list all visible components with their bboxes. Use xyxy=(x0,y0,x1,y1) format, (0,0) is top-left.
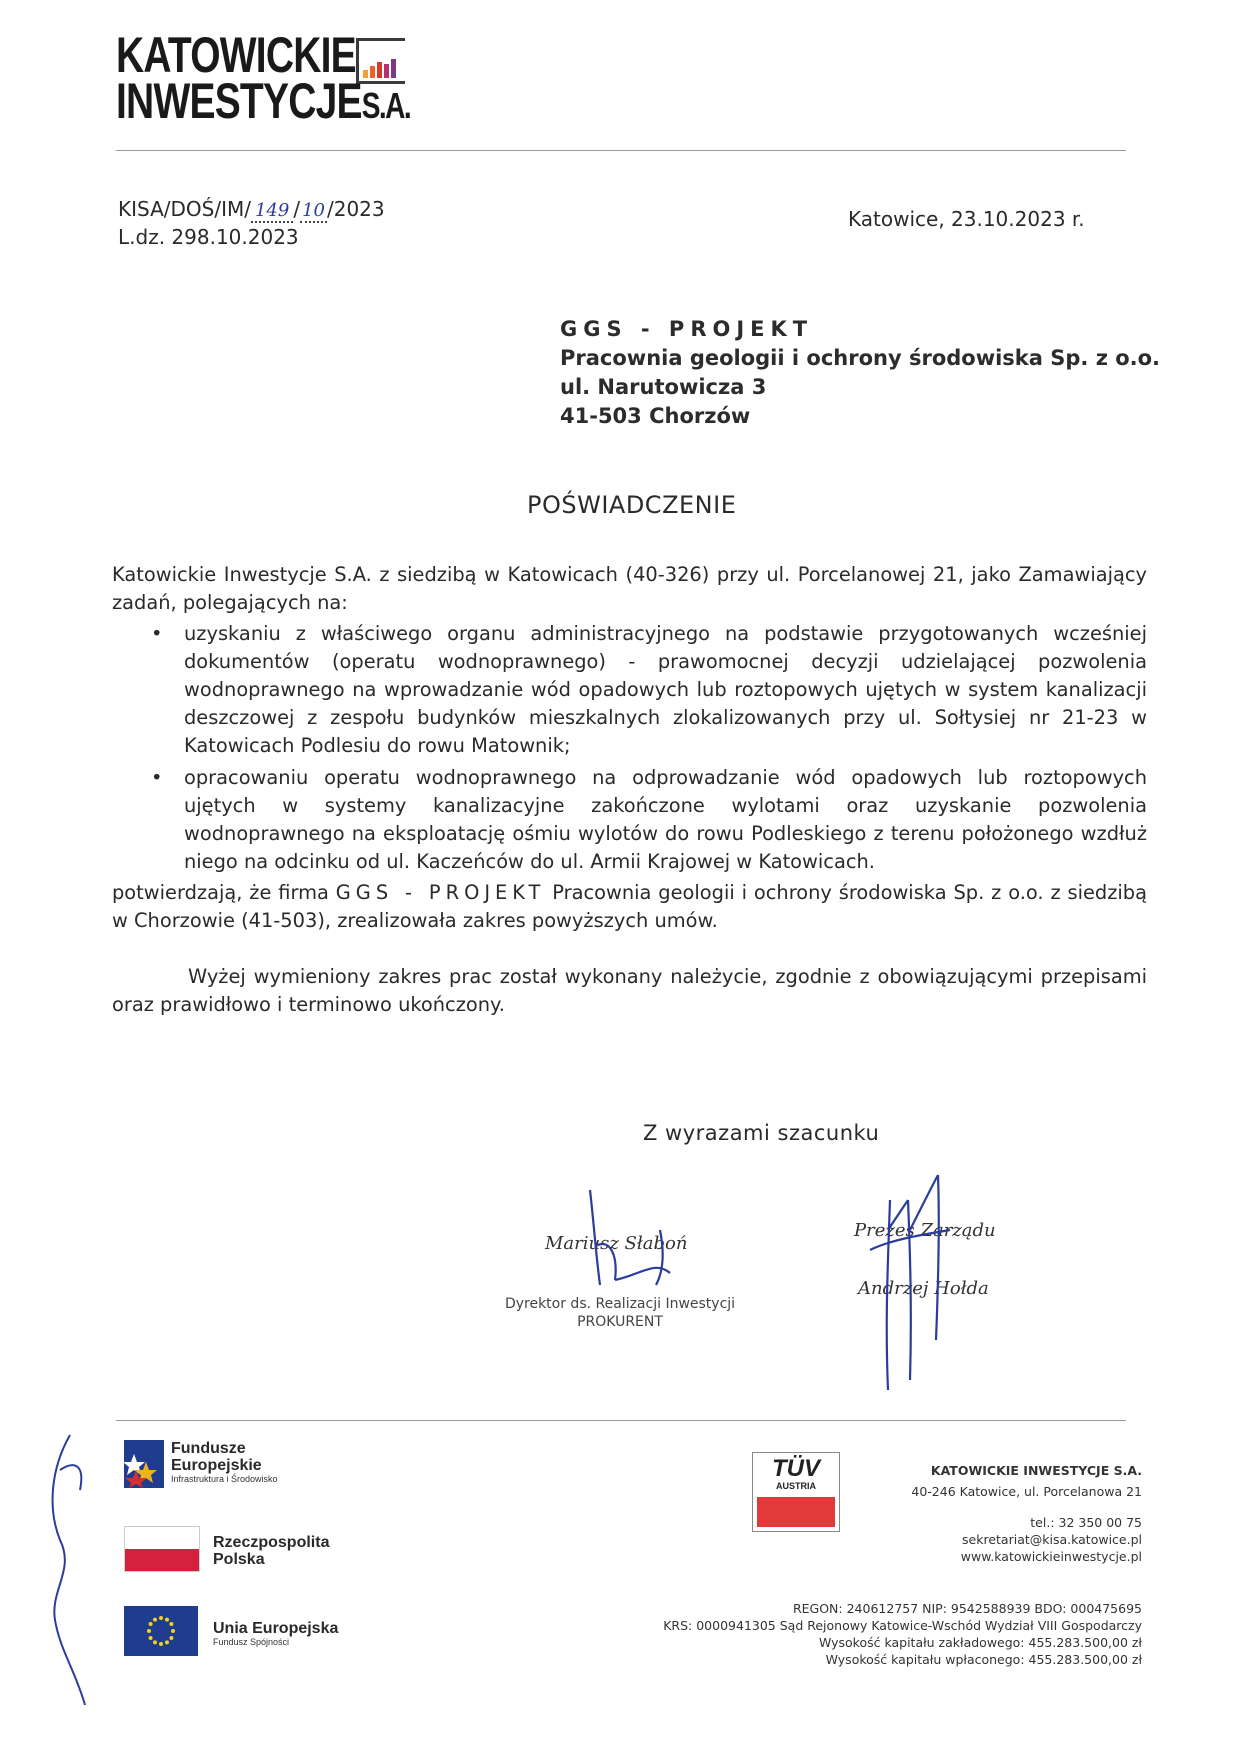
fe-logo xyxy=(124,1440,164,1488)
tuv-red-band xyxy=(757,1497,835,1527)
tuv-certificate-logo xyxy=(752,1452,840,1532)
intro-paragraph: Katowickie Inwestycje S.A. z siedzibą w Katowicach (40-326) przy ul. Porcelanowej 21, jako Zamawiający zadań, polegających na: xyxy=(112,563,1147,614)
left-signatory-name: Mariusz Słaboń xyxy=(545,1233,688,1254)
footer-krs: KRS: 0000941305 Sąd Rejonowy Katowice-Wschód Wydział VIII Gospodarczy xyxy=(663,1618,1142,1633)
left-signatory-role: Dyrektor ds. Realizacji Inwestycji PROKURENT xyxy=(504,1296,736,1330)
right-signatory-name: Andrzej Hołda xyxy=(858,1278,989,1299)
footer-website: www.katowickieinwestycje.pl xyxy=(960,1549,1142,1564)
tuv-logo-text: TÜV xyxy=(772,1455,820,1482)
handwritten-number: 149 xyxy=(254,200,290,221)
salutation: Z wyrazami szacunku xyxy=(643,1121,880,1145)
bullet-item: • uzyskaniu z właściwego organu administracyjnego na podstawie przygotowanych wcześniej dokumentów (operatu wodnoprawnego) - prawomocnej decyzji udzielającej pozwolenia wodnoprawnego na wprowadzanie wód opadowych lub roztopowych ujętych w system kanalizacji deszczowej z zespołu budynków mieszkalnych zlokalizowanych przy ul. Sołtysiej nr 21-23 w Katowicach Podlesiu do rowu Matownik; xyxy=(151,622,1147,757)
recipient-address xyxy=(560,315,1160,431)
recipient-street: ul. Narutowicza 3 xyxy=(560,375,767,399)
footer-phone: tel.: 32 350 00 75 xyxy=(1030,1515,1142,1530)
margin-paraph xyxy=(30,1430,100,1710)
journal-number: L.dz. 298.10.2023 xyxy=(118,225,299,249)
footer-divider xyxy=(116,1420,1126,1421)
footer-company: KATOWICKIE INWESTYCJE S.A. xyxy=(930,1463,1142,1478)
left-signature xyxy=(560,1185,700,1295)
logo-text-line1: KATOWICKIE xyxy=(116,27,356,83)
place-and-date: Katowice, 23.10.2023 r. xyxy=(848,207,1085,231)
right-signatory-role: Prezes Zarządu xyxy=(854,1220,996,1241)
handwritten-month: 10 xyxy=(302,200,325,221)
footer-capital-registered: Wysokość kapitału zakładowego: 455.283.500,00 zł xyxy=(818,1635,1142,1650)
footer-ids: REGON: 240612757 NIP: 9542588939 BDO: 000475695 xyxy=(792,1601,1142,1616)
document-body xyxy=(112,561,1147,1019)
closing-paragraph: Wyżej wymieniony zakres prac został wykonany należycie, zgodnie z obowiązującymi przepisami oraz prawidłowo i terminowo ukończony. xyxy=(112,965,1147,1016)
tuv-sub-text: AUSTRIA xyxy=(776,1481,816,1491)
eu-stars-icon xyxy=(124,1606,198,1656)
recipient-city: 41-503 Chorzów xyxy=(560,404,751,428)
rp-text: Rzeczpospolita Polska xyxy=(213,1534,330,1568)
company-contact xyxy=(911,1462,1142,1565)
ue-text: Unia Europejska Fundusz Spójności xyxy=(213,1620,339,1647)
company-registration xyxy=(663,1600,1142,1668)
confirmation-paragraph: potwierdzają, że firma GGS - PROJEKT Pracownia geologii i ochrony środowiska Sp. z o.o. z siedzibą w Chorzowie (41-503), zrealizowała zakres powyższych umów. xyxy=(112,881,1147,932)
header-divider xyxy=(116,150,1126,151)
reference-number: KISA/DOŚ/IM/ 149 / 10 /2023 xyxy=(118,197,385,221)
footer-email: sekretariat@kisa.katowice.pl xyxy=(962,1532,1142,1547)
document-title: POŚWIADCZENIE xyxy=(527,491,737,519)
recipient-name: GGS - PROJEKT xyxy=(560,317,814,341)
footer-capital-paid: Wysokość kapitału wpłaconego: 455.283.500,00 zł xyxy=(825,1652,1142,1667)
fe-text: Fundusze Europejskie Infrastruktura i Środowisko xyxy=(171,1440,278,1484)
logo-text-line2: INWESTYCJES.A. xyxy=(116,73,411,129)
right-signature xyxy=(850,1170,980,1400)
fe-star-icon xyxy=(124,1440,164,1488)
polish-flag xyxy=(124,1526,200,1572)
eu-flag xyxy=(124,1606,198,1656)
bullet-item: • opracowaniu operatu wodnoprawnego na odprowadzanie wód opadowych lub roztopowych ujętych w systemy kanalizacyjne zakończone wylotami oraz uzyskanie pozwolenia wodnoprawnego na eksploatację ośmiu wylotów do rowu Podleskiego z terenu położonego wzdłuż niego na odcinku od ul. Kaczeńców do ul. Armii Krajowej w Katowicach. xyxy=(151,766,1147,873)
company-logo xyxy=(116,27,476,130)
recipient-line: Pracownia geologii i ochrony środowiska Sp. z o.o. xyxy=(560,346,1161,370)
footer-address: 40-246 Katowice, ul. Porcelanowa 21 xyxy=(911,1484,1142,1499)
